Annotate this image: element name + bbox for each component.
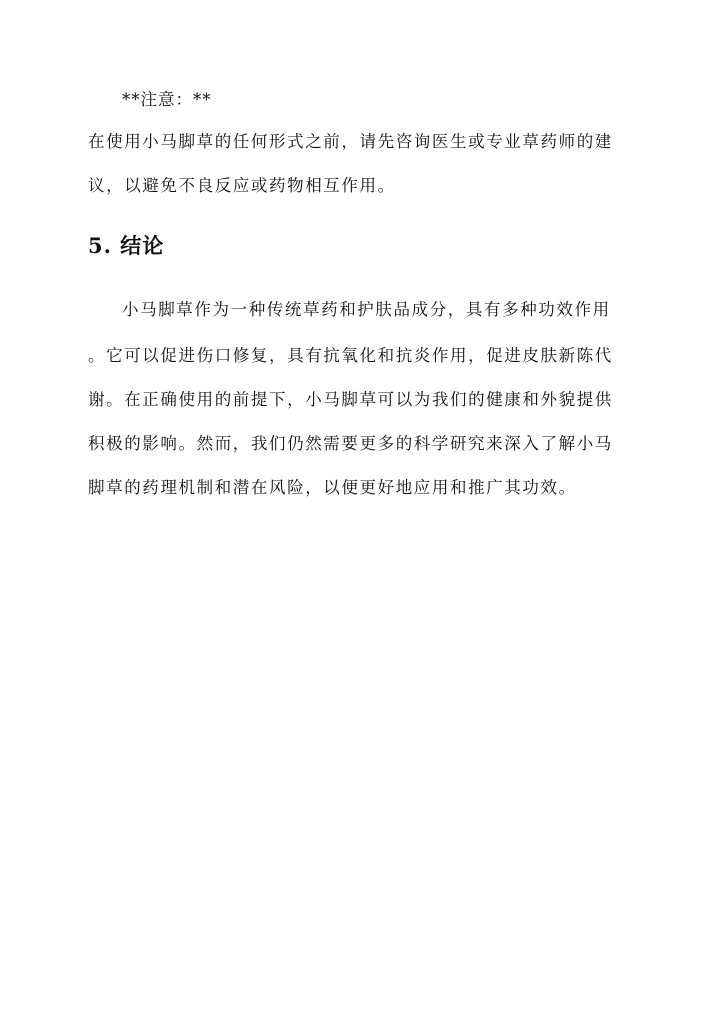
paragraph-line-5: 脚草的药理机制和潜在风险，以便更好地应用和推广其功效。 <box>88 478 577 497</box>
paragraph-line-1: 小马脚草作为一种传统草药和护肤品成分，具有多种功效作用 <box>122 300 611 319</box>
paragraph-line-2: 。它可以促进伤口修复，具有抗氧化和抗炎作用，促进皮肤新陈代 <box>88 346 613 365</box>
section-heading: 5. 结论 <box>88 233 165 258</box>
note-line-1: 在使用小马脚草的任何形式之前，请先咨询医生或专业草药师的建 <box>88 132 613 151</box>
paragraph-line-3: 谢。在正确使用的前提下，小马脚草可以为我们的健康和外貌提供 <box>88 390 613 409</box>
note-title: **注意：** <box>122 90 212 109</box>
paragraph-line-4: 积极的影响。然而，我们仍然需要更多的科学研究来深入了解小马 <box>88 434 613 453</box>
note-line-2: 议，以避免不良反应或药物相互作用。 <box>88 176 396 195</box>
